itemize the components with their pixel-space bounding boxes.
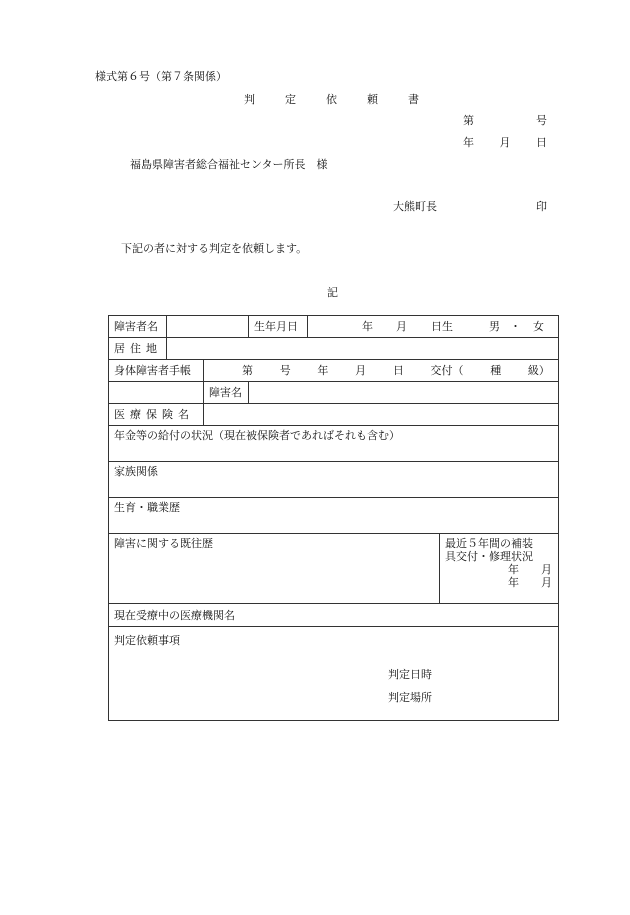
body-text: 下記の者に対する判定を依頼します。 xyxy=(121,242,308,255)
sex-female[interactable]: 女 xyxy=(533,320,544,333)
form-number: 様式第６号（第７条関係） xyxy=(95,70,227,83)
birth-label: 生年月日 xyxy=(249,316,308,338)
table-row xyxy=(109,382,559,404)
name-field[interactable] xyxy=(167,316,249,338)
judgment-place-label: 判定場所 xyxy=(388,691,432,704)
table-row xyxy=(109,404,559,426)
insurance-label: 医療保険名 xyxy=(109,404,204,426)
name-label: 障害者名 xyxy=(109,316,167,338)
birth-day-unit: 日生 xyxy=(431,320,453,333)
number-suffix: 号 xyxy=(536,114,547,127)
birth-month-unit: 月 xyxy=(396,320,407,333)
certificate-label: 身体障害者手帳 xyxy=(109,360,204,382)
table-row xyxy=(109,426,559,462)
insurance-field[interactable] xyxy=(204,404,559,426)
date-year: 年 xyxy=(463,136,474,149)
history-field[interactable] xyxy=(109,498,559,534)
disability-name-field[interactable] xyxy=(249,382,559,404)
address-field[interactable] xyxy=(167,338,559,360)
table-row xyxy=(109,498,559,534)
cert-part: 日 xyxy=(392,364,404,377)
address-label: 居住地 xyxy=(109,338,167,360)
table-row xyxy=(109,534,559,604)
title-char: 書 xyxy=(408,93,419,106)
hospital-label: 現在受療中の医療機関名 xyxy=(114,608,235,622)
pension-field[interactable] xyxy=(109,426,559,462)
document-date xyxy=(463,136,547,149)
sex-separator: ・ xyxy=(510,320,521,333)
sender: 大熊町長 xyxy=(393,200,437,213)
cert-part: 月 xyxy=(355,364,367,377)
hospital-field[interactable] xyxy=(109,604,559,627)
equipment-label-line2: 具交付・修理状況 xyxy=(445,550,533,563)
title-char: 頼 xyxy=(367,93,378,106)
equipment-ym-1: 年 月 xyxy=(508,563,552,576)
table-row xyxy=(109,604,559,627)
birth-year-unit: 年 xyxy=(362,320,373,333)
cert-part: 交付（ xyxy=(430,364,464,377)
family-field[interactable] xyxy=(109,462,559,498)
request-field[interactable] xyxy=(109,627,559,721)
sex-male[interactable]: 男 xyxy=(489,320,500,333)
medical-history-field[interactable] xyxy=(109,534,440,604)
document-number xyxy=(463,114,547,127)
equipment-ym-2: 年 月 xyxy=(508,576,552,589)
request-form-table xyxy=(108,315,559,721)
cert-part: 号 xyxy=(279,364,291,377)
cert-part: 種 xyxy=(490,364,502,377)
addressee: 福島県障害者総合福祉センター所長 様 xyxy=(130,158,328,171)
table-row xyxy=(109,360,559,382)
table-row xyxy=(109,462,559,498)
medical-history-label: 障害に関する既往歴 xyxy=(114,537,213,550)
judgment-date-label: 判定日時 xyxy=(388,668,432,681)
seal-mark: 印 xyxy=(536,200,547,213)
ki-heading: 記 xyxy=(327,286,338,299)
title-char: 判 xyxy=(244,93,255,106)
empty-cell xyxy=(109,382,204,404)
title-char: 依 xyxy=(326,93,337,106)
document-title xyxy=(244,93,419,106)
certificate-field[interactable] xyxy=(204,360,559,382)
cert-part: 年 xyxy=(317,364,329,377)
table-row xyxy=(109,338,559,360)
date-month: 月 xyxy=(499,136,511,149)
date-day: 日 xyxy=(536,136,547,149)
number-prefix: 第 xyxy=(463,114,474,127)
history-label: 生育・職業歴 xyxy=(114,501,180,514)
cert-part: 級） xyxy=(527,364,550,377)
family-label: 家族関係 xyxy=(114,465,158,478)
table-row xyxy=(109,627,559,721)
equipment-label-line1: 最近５年間の補装 xyxy=(445,537,533,550)
disability-name-label: 障害名 xyxy=(204,382,249,404)
request-label: 判定依頼事項 xyxy=(114,634,180,647)
birth-field[interactable] xyxy=(308,316,559,338)
cert-part: 第 xyxy=(242,364,253,377)
pension-label: 年金等の給付の状況（現在被保険者であればそれも含む） xyxy=(114,429,400,442)
table-row xyxy=(109,316,559,338)
title-char: 定 xyxy=(285,93,296,106)
equipment-field[interactable] xyxy=(440,534,559,604)
